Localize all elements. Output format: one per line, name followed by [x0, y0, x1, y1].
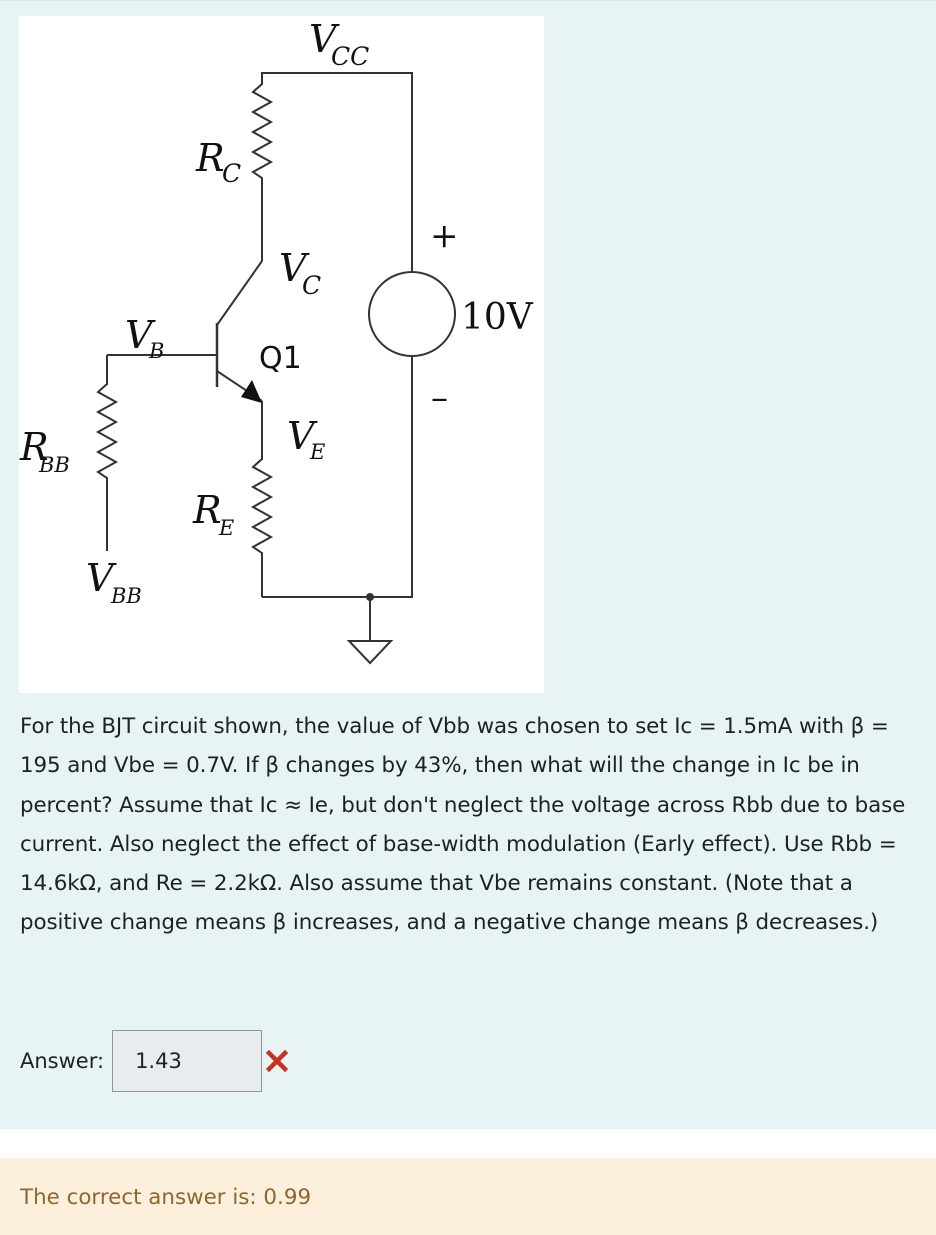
- wire-vcc: [262, 73, 412, 271]
- label-vbb: V: [86, 556, 114, 600]
- label-vc-sub: C: [302, 271, 322, 300]
- label-q1: Q1: [259, 341, 302, 376]
- re-resistor: [253, 401, 271, 597]
- label-rc-sub: C: [222, 159, 242, 188]
- correct-answer-text: The correct answer is: 0.99: [20, 1185, 312, 1210]
- circuit-diagram: [19, 16, 544, 693]
- rbb-resistor: [98, 355, 116, 551]
- cross-icon: [266, 1050, 288, 1072]
- q1-collector: [217, 261, 262, 325]
- answer-row: [20, 1029, 288, 1093]
- label-rc: R: [196, 136, 225, 180]
- label-rbb-sub: BB: [39, 453, 70, 477]
- label-ve-sub: E: [310, 440, 326, 464]
- label-rbb: R: [20, 425, 49, 469]
- answer-label: Answer:: [20, 1049, 105, 1073]
- label-plus: +: [430, 216, 459, 256]
- q1-emitter-arrow: [241, 380, 262, 403]
- label-re-sub: E: [219, 516, 235, 540]
- answer-input[interactable]: [112, 1030, 262, 1092]
- label-source-value: 10V: [461, 297, 533, 338]
- label-vc: V: [279, 246, 307, 290]
- label-vb: V: [125, 313, 153, 357]
- label-minus: –: [431, 378, 448, 418]
- voltage-source: [369, 272, 455, 356]
- ground-symbol: [349, 641, 391, 663]
- label-ve: V: [287, 414, 315, 458]
- question-text: For the BJT circuit shown, the value of Vbb was chosen to set Ic = 1.5mA with β = 195 and Vbe = 0.7V. If β changes by 43%, then what will the change in Ic be in percent? Assume that Ic ≈ Ie, but don't neglect the voltage across Rbb due to base current. Also neglect the effect of base-width modulation (Early effect). Use Rbb = 14.6kΩ, and Re = 2.2kΩ. Also assume that Vbe remains constant. (Note that a positive change means β increases, and a negative change means β decreases.): [20, 714, 906, 936]
- label-re: R: [193, 488, 222, 532]
- wire-ground-rail: [262, 356, 412, 597]
- rc-resistor: [253, 74, 271, 261]
- label-vcc-sub: CC: [331, 42, 370, 71]
- label-vbb-sub: BB: [111, 584, 142, 608]
- label-vb-sub: B: [149, 339, 165, 363]
- label-vcc: V: [309, 17, 337, 61]
- feedback-panel: [0, 1158, 936, 1235]
- answer-value: 1.43: [135, 1049, 182, 1073]
